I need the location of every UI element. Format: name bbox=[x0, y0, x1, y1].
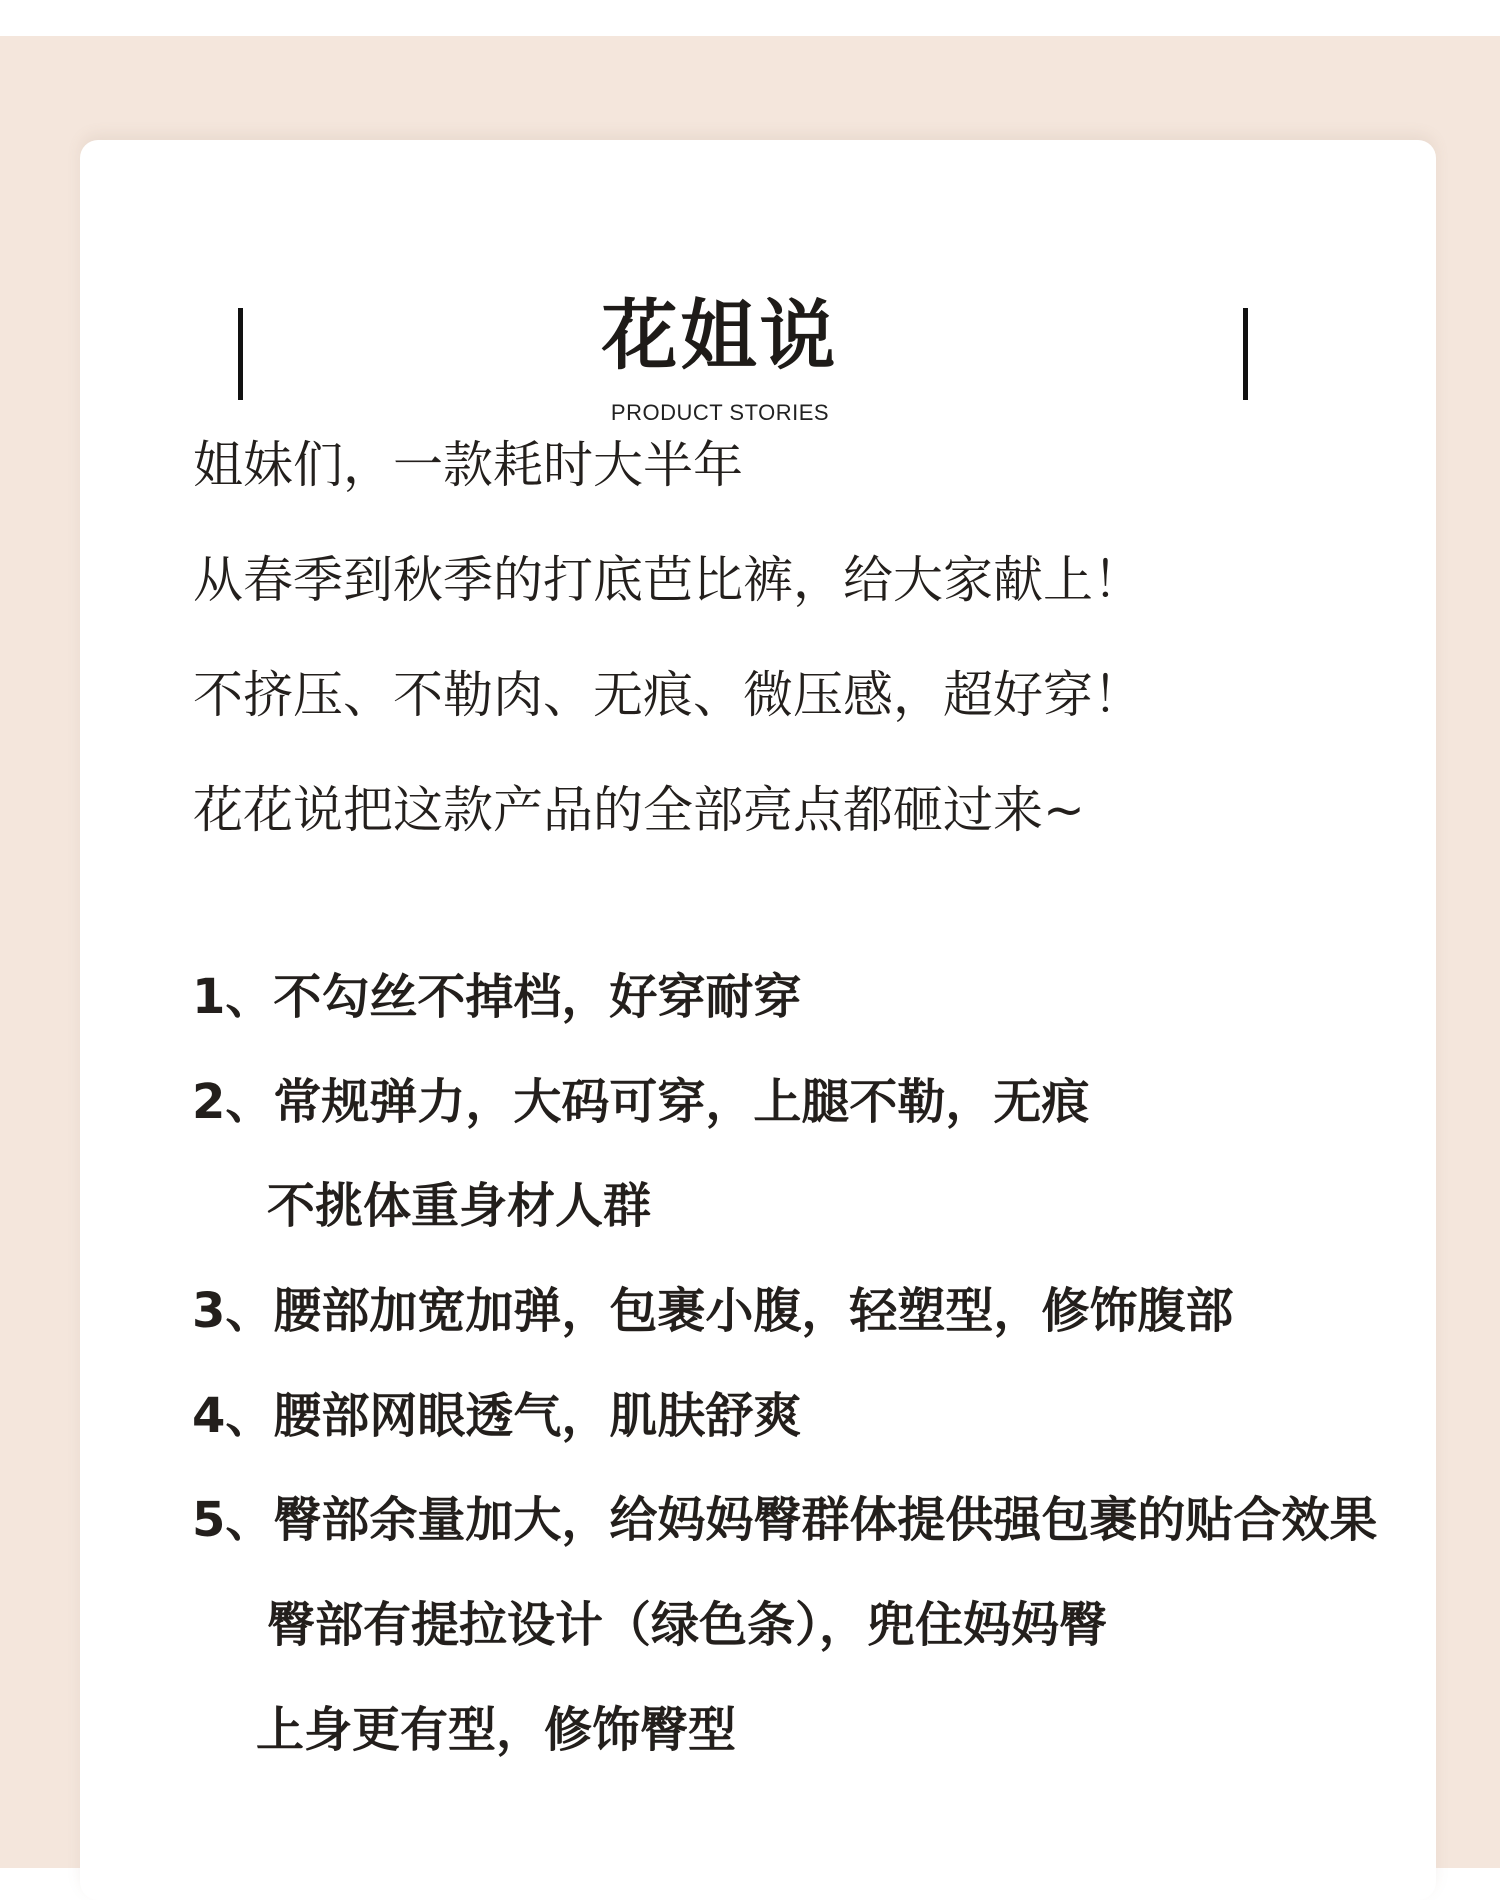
intro-line-4: 花花说把这款产品的全部亮点都砸过来~ bbox=[193, 781, 1085, 839]
intro-line-3: 不挤压、不勒肉、无痕、微压感，超好穿！ bbox=[193, 666, 1143, 724]
point-4: 4、腰部网眼透气，肌肤舒爽 bbox=[192, 1388, 802, 1444]
point-1: 1、不勾丝不掉档，好穿耐穿 bbox=[192, 969, 802, 1025]
point-5: 5、臀部余量加大，给妈妈臀群体提供强包裹的贴合效果 bbox=[192, 1492, 1378, 1548]
intro-line-2: 从春季到秋季的打底芭比裤，给大家献上！ bbox=[193, 551, 1143, 609]
point-3: 3、腰部加宽加弹，包裹小腹，轻塑型，修饰腹部 bbox=[192, 1283, 1234, 1339]
point-2: 2、常规弹力，大码可穿，上腿不勒，无痕 bbox=[192, 1074, 1090, 1130]
page-title: 花姐说 bbox=[601, 291, 839, 380]
intro-line-1: 姐妹们，一款耗时大半年 bbox=[193, 436, 743, 494]
point-5-continued-2: 上身更有型，修饰臀型 bbox=[256, 1702, 737, 1758]
point-2-continued: 不挑体重身材人群 bbox=[267, 1178, 652, 1234]
content-card bbox=[80, 140, 1436, 1900]
point-5-continued-1: 臀部有提拉设计（绿色条），兜住妈妈臀 bbox=[267, 1597, 1108, 1653]
page-subtitle: PRODUCT STORIES bbox=[610, 400, 830, 425]
